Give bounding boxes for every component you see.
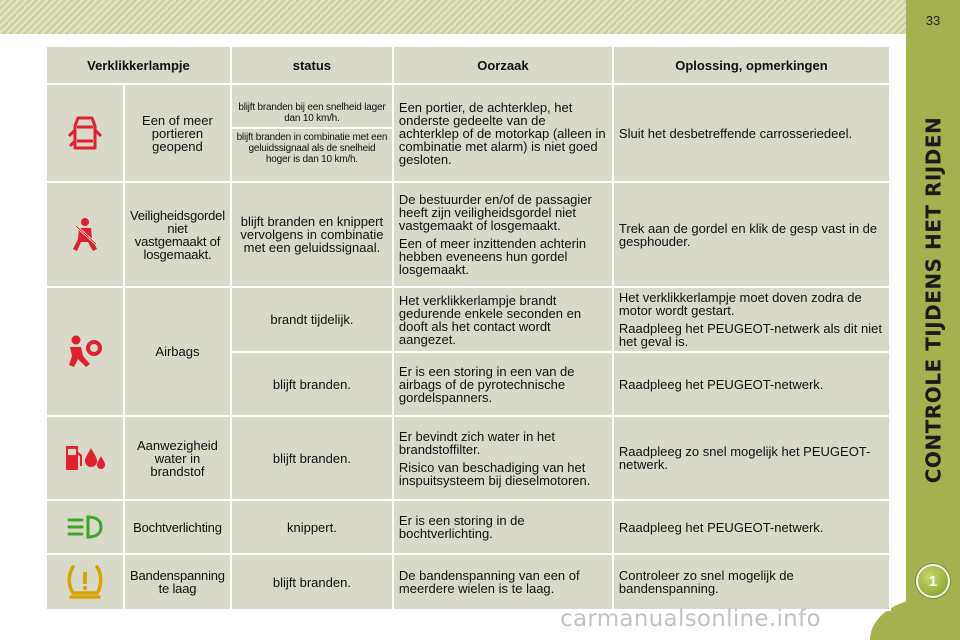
tyre-pressure-icon bbox=[47, 555, 123, 609]
lamp-solution: Controleer zo snel mogelijk de bandenspanning. bbox=[614, 555, 889, 609]
lamp-cause: De bestuurder en/of de passagier heeft zijn veiligheidsgordel niet vastgemaakt of losgemaakt. Een of meer inzittenden achterin hebben eveneens hun gordel losgemaakt. bbox=[394, 183, 612, 286]
header-cause: Oorzaak bbox=[394, 47, 612, 83]
lamp-name: Bandenspanning te laag bbox=[125, 555, 230, 609]
table-row bbox=[47, 183, 889, 286]
table-row bbox=[47, 417, 889, 499]
lamp-name: Airbags bbox=[125, 288, 230, 415]
lamp-status: blijft branden en knippert vervolgens in combinatie met een geluidssignaal. bbox=[232, 183, 392, 286]
header-status: status bbox=[232, 47, 392, 83]
table-header-row bbox=[47, 47, 889, 83]
header-lamp: Verklikkerlampje bbox=[47, 47, 230, 83]
lamp-name: Een of meer portieren geopend bbox=[125, 85, 230, 181]
lamp-status bbox=[232, 85, 392, 181]
water-in-fuel-icon bbox=[47, 417, 123, 499]
lamp-cause: De bandenspanning van een of meerdere wielen is te laag. bbox=[394, 555, 612, 609]
lamp-name: Veiligheidsgordel niet vastgemaakt of losgemaakt. bbox=[125, 183, 230, 286]
table-row bbox=[47, 555, 889, 609]
lamp-status: blijft branden. bbox=[232, 555, 392, 609]
table-row bbox=[47, 288, 889, 351]
lamp-cause: Er bevindt zich water in het brandstoffilter. Risico van beschadiging van het inspuitsysteem bij dieselmotoren. bbox=[394, 417, 612, 499]
watermark: carmanualsonline.info bbox=[560, 606, 821, 632]
top-decorative-band bbox=[0, 0, 906, 34]
page-number: 33 bbox=[925, 12, 941, 28]
lamp-status: blijft branden. bbox=[232, 353, 392, 415]
header-solution: Oplossing, opmerkingen bbox=[614, 47, 889, 83]
warning-lamps-table bbox=[45, 45, 891, 611]
lamp-cause: Er is een storing in de bochtverlichting. bbox=[394, 501, 612, 553]
lamp-cause: Er is een storing in een van de airbags of de pyrotechnische gordelspanners. bbox=[394, 353, 612, 415]
lamp-name: Aanwezigheid water in brandstof bbox=[125, 417, 230, 499]
lamp-cause: Het verklikkerlampje brandt gedurende enkele seconden en dooft als het contact wordt aangezet. bbox=[394, 288, 612, 351]
chapter-badge: 1 bbox=[916, 564, 950, 598]
headlight-icon bbox=[47, 501, 123, 553]
lamp-solution: Trek aan de gordel en klik de gesp vast in de gesphouder. bbox=[614, 183, 889, 286]
lamp-solution: Raadpleeg het PEUGEOT-netwerk. bbox=[614, 501, 889, 553]
lamp-name: Bochtverlichting bbox=[125, 501, 230, 553]
lamp-status: blijft branden. bbox=[232, 417, 392, 499]
open-door-icon bbox=[47, 85, 123, 181]
lamp-cause: Een portier, de achterklep, het onderste gedeelte van de achterklep of de motorkap (alleen in combinatie met alarm) is niet goed gesloten. bbox=[394, 85, 612, 181]
lamp-solution: Raadpleeg het PEUGEOT-netwerk. bbox=[614, 353, 889, 415]
table-row bbox=[47, 501, 889, 553]
lamp-status: knippert. bbox=[232, 501, 392, 553]
airbag-icon bbox=[47, 288, 123, 415]
status-option: blijft branden in combinatie met een geluidssignaal als de snelheid hoger is dan 10 km/h. bbox=[232, 127, 392, 168]
lamp-solution: Het verklikkerlampje moet doven zodra de motor wordt gestart. Raadpleeg het PEUGEOT-netwerk als dit niet het geval is. bbox=[614, 288, 889, 351]
chapter-title: CONTROLE TIJDENS HET RIJDEN bbox=[921, 116, 945, 484]
lamp-status: brandt tijdelijk. bbox=[232, 288, 392, 351]
seatbelt-icon bbox=[47, 183, 123, 286]
status-option: blijft branden bij een snelheid lager dan 10 km/h. bbox=[238, 101, 386, 124]
table-row bbox=[47, 85, 889, 181]
lamp-solution: Sluit het desbetreffende carrosseriedeel. bbox=[614, 85, 889, 181]
lamp-solution: Raadpleeg zo snel mogelijk het PEUGEOT-netwerk. bbox=[614, 417, 889, 499]
